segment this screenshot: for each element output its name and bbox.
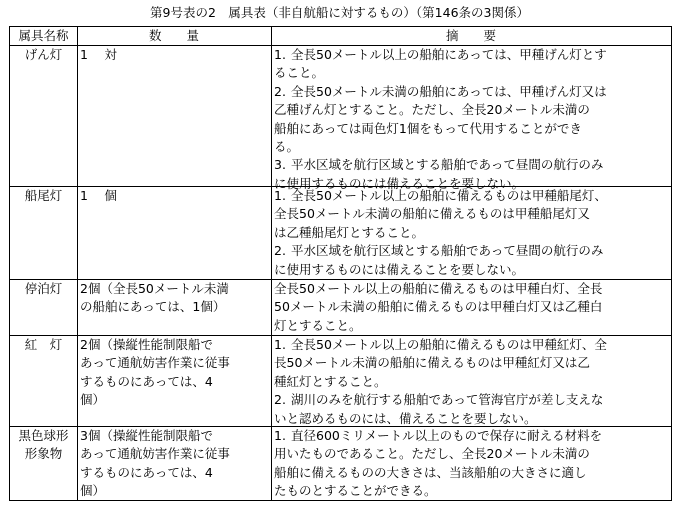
row-summary — [274, 46, 670, 193]
row-quantity: 1 個 — [80, 188, 117, 203]
header-summary: 摘 要 — [445, 28, 496, 43]
summary-item: 2. 湖川のみを航行する船舶であって管海官庁が差し支えな いと認めるものには、備えることを要しない。 — [274, 392, 604, 426]
row-quantity: 3個（操縦性能制限船で あって通航妨害作業に従事 するものにあっては、4 個） — [80, 428, 230, 499]
row-name: 船尾灯 — [24, 188, 63, 203]
summary-item: 3. 平水区域を航行区域とする船舶であって昼間の航行のみ に使用するものには備えることを要しない。 — [274, 157, 604, 191]
summary-item: 1. 全長50メートル以上の船舶にあっては、甲種げん灯とす ること。 — [274, 47, 607, 81]
row-summary: 全長50メートル以上の船舶に備えるものは甲種白灯、全長 50メートル未満の船舶に備えるものは甲種白灯又は乙種白 灯とすること。 — [274, 281, 603, 333]
summary-item: 1. 全長50メートル以上の船舶に備えるものは甲種船尾灯、 全長50メートル未満の船舶に備えるものは甲種船尾灯又 は乙種船尾灯とすること。 — [274, 188, 607, 240]
row-quantity: 2個（全長50メートル未満 の船舶にあっては、1個） — [80, 281, 229, 315]
summary-item: 2. 平水区域を航行区域とする船舶であって昼間の航行のみ に使用するものには備えることを要しない。 — [274, 243, 604, 277]
row-name: 黒色球形 形象物 — [18, 428, 69, 462]
row-name: げん灯 — [24, 47, 63, 62]
page-title: 第9号表の2 属具表（非自航船に対するもの）（第146条の3関係） — [150, 5, 529, 20]
equipment-table — [9, 26, 672, 501]
row-summary — [274, 427, 670, 501]
summary-item: 1. 直径600ミリメートル以上のもので保存に耐える材料を 用いたものであること。ただし、全長20メートル未満の 船舶に備えるものの大きさは、当該船舶の大きさに適し たものとすることができる。 — [274, 428, 603, 499]
row-quantity: 1 対 — [80, 47, 117, 62]
row-quantity: 2個（操縦性能制限船で あって通航妨害作業に従事 するものにあっては、4 個） — [80, 337, 230, 408]
column-divider — [271, 27, 272, 500]
header-quantity: 数 量 — [148, 28, 199, 43]
header-name: 属具名称 — [18, 28, 69, 43]
row-name: 停泊灯 — [24, 281, 63, 296]
row-name: 紅 灯 — [24, 337, 63, 352]
summary-item: 2. 全長50メートル未満の船舶にあっては、甲種げん灯又は 乙種げん灯とすること。ただし、全長20メートル未満の 船舶にあっては両色灯1個をもって代用することができ る。 — [274, 83, 607, 155]
row-summary — [274, 336, 670, 428]
column-divider — [77, 27, 78, 500]
row-summary — [274, 187, 670, 279]
summary-item: 1. 全長50メートル以上の船舶に備えるものは甲種紅灯、全 長50メートル未満の船舶に備えるものは甲種紅灯又は乙 種紅灯とすること。 — [274, 337, 607, 389]
